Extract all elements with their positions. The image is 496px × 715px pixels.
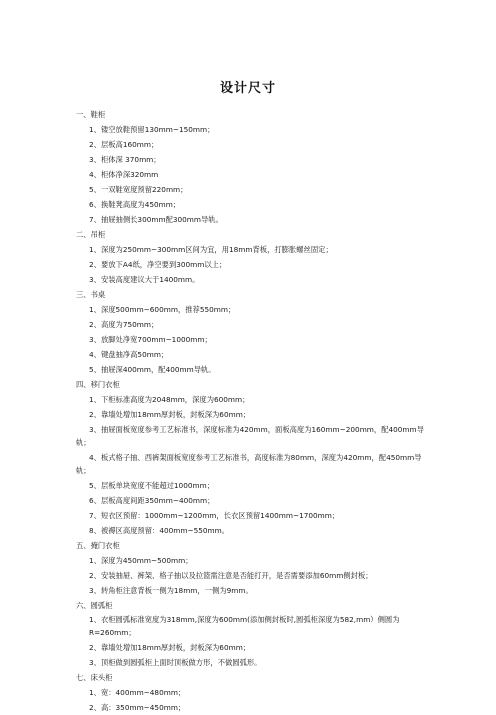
list-item: 2、靠墙处增加18mm厚封板，封板深为60mm； bbox=[89, 643, 251, 652]
list-item: 1、宽：400mm~480mm； bbox=[89, 688, 186, 697]
list-item: 1、深度500mm~600mm，推荐550mm； bbox=[89, 305, 236, 314]
list-item: 3、柜体深 370mm； bbox=[89, 155, 161, 164]
section-heading: 六、圆弧柜 bbox=[76, 601, 113, 610]
section-heading: 五、掩门衣柜 bbox=[76, 541, 120, 550]
list-item: 2、靠墙处增加18mm厚封板，封板深为60mm； bbox=[89, 410, 251, 419]
list-item: 3、放脚处净宽700mm~1000mm； bbox=[89, 335, 212, 344]
list-item: 1、深度为250mm~300mm区间为宜，用18mm背板，打膨胀螺丝固定； bbox=[89, 245, 333, 254]
list-item: 1、深度为450mm~500mm； bbox=[89, 556, 193, 565]
list-item: 7、短衣区预留：1000mm~1200mm，长衣区预留1400mm~1700mm； bbox=[89, 511, 340, 520]
list-item: 3、顶柜做到圆弧柜上面时顶板做方形，不做圆弧形。 bbox=[89, 658, 262, 667]
list-item: 4、键盘抽净高50mm； bbox=[89, 350, 169, 359]
list-item: 4、柜体净深320mm bbox=[89, 170, 159, 179]
list-item: 2、高：350mm~450mm； bbox=[89, 703, 186, 712]
list-item: 7、抽屉抽侧长300mm配300mm导轨。 bbox=[89, 215, 223, 224]
list-item: 8、被褥区高度预留：400mm~550mm。 bbox=[89, 526, 230, 535]
page-title: 设计尺寸 bbox=[219, 81, 276, 96]
list-item: 2、安装抽屉、裤架、格子抽以及拉篮需注意是否能打开，是否需要添加60mm侧封板； bbox=[89, 571, 373, 580]
list-item: 1、衣柜圆弧标准宽度为318mm,深度为600mm(添加侧封板时,圆弧柜深度为582,mm）侧圆为R=260mm； bbox=[89, 615, 400, 637]
list-item: 6、换鞋凳高度为450mm； bbox=[89, 200, 181, 209]
list-item: 2、要放下A4纸，净空要到300mm以上； bbox=[89, 260, 227, 269]
section-heading: 七、床头柜 bbox=[76, 673, 113, 682]
list-item: 5、层板单块宽度不能超过1000mm； bbox=[89, 481, 214, 490]
list-item: 1、下柜标准高度为2048mm，深度为600mm； bbox=[89, 395, 250, 404]
list-item: 3、抽屉面板宽度参考工艺标准书，深度标准为420mm，面板高度为160mm~200mm，配400mm导轨； bbox=[76, 425, 424, 447]
document-body bbox=[76, 107, 426, 715]
list-item: 6、层板高度间距350mm~400mm； bbox=[89, 496, 215, 505]
section-heading: 四、移门衣柜 bbox=[76, 380, 120, 389]
list-item: 3、转角柜注意背板一侧为18mm，一侧为9mm。 bbox=[89, 586, 253, 595]
list-item: 5、一双鞋宽度预留220mm； bbox=[89, 185, 188, 194]
list-item: 1、镂空放鞋预留130mm~150mm； bbox=[89, 125, 215, 134]
list-item: 2、层板高160mm； bbox=[89, 140, 159, 149]
section-heading: 一、鞋柜 bbox=[76, 110, 106, 119]
list-item: 4、板式格子抽、西裤架面板宽度参考工艺标准书，高度标准为80mm，深度为420mm，配450mm导轨； bbox=[76, 453, 422, 475]
section-heading: 三、书桌 bbox=[76, 290, 106, 299]
list-item: 5、抽屉深400mm，配400mm导轨。 bbox=[89, 365, 216, 374]
list-item: 3、安装高度建议大于1400mm。 bbox=[89, 275, 200, 284]
list-item: 2、高度为750mm； bbox=[89, 320, 159, 329]
section-heading: 二、吊柜 bbox=[76, 230, 106, 239]
